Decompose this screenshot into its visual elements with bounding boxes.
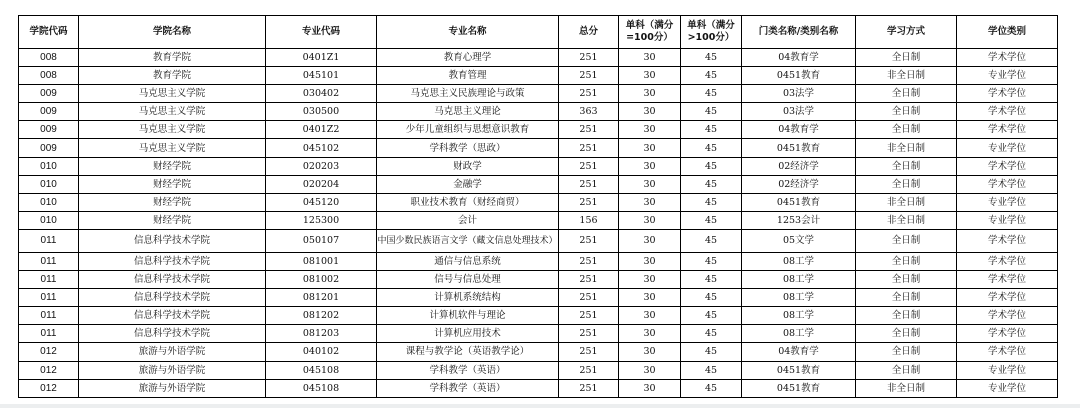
- table-cell: 0451教育: [742, 67, 856, 85]
- table-cell: 少年儿童组织与思想意识教育: [377, 121, 559, 139]
- table-cell: 011: [19, 252, 79, 270]
- column-header: 学院名称: [79, 16, 266, 49]
- table-cell: 全日制: [856, 361, 957, 379]
- table-cell: 081002: [266, 271, 377, 289]
- table-cell: 251: [559, 379, 619, 397]
- table-cell: 251: [559, 325, 619, 343]
- table-row: [19, 325, 1058, 343]
- table-cell: 251: [559, 121, 619, 139]
- table-cell: 学术学位: [957, 85, 1058, 103]
- table-cell: 45: [681, 49, 742, 67]
- table-row: [19, 139, 1058, 157]
- column-header: 总分: [559, 16, 619, 49]
- column-header: 门类名称/类别名称: [742, 16, 856, 49]
- table-body: [19, 49, 1058, 398]
- table-cell: 081201: [266, 289, 377, 307]
- table-cell: 156: [559, 211, 619, 229]
- table-cell: 045102: [266, 139, 377, 157]
- table-cell: 45: [681, 307, 742, 325]
- table-cell: 045120: [266, 193, 377, 211]
- table-cell: 0401Z1: [266, 49, 377, 67]
- table-cell: 全日制: [856, 49, 957, 67]
- table-cell: 金融学: [377, 175, 559, 193]
- table-cell: 251: [559, 157, 619, 175]
- table-cell: 04教育学: [742, 49, 856, 67]
- table-cell: 020203: [266, 157, 377, 175]
- table-cell: 计算机应用技术: [377, 325, 559, 343]
- table-cell: 08工学: [742, 307, 856, 325]
- table-cell: 081001: [266, 252, 377, 270]
- table-cell: 012: [19, 379, 79, 397]
- table-cell: 05文学: [742, 229, 856, 252]
- table-cell: 信息科学技术学院: [79, 229, 266, 252]
- table-cell: 非全日制: [856, 211, 957, 229]
- table-cell: 学术学位: [957, 157, 1058, 175]
- table-cell: 全日制: [856, 175, 957, 193]
- table-cell: 04教育学: [742, 343, 856, 361]
- table-cell: 30: [619, 193, 681, 211]
- table-cell: 30: [619, 252, 681, 270]
- table-cell: 009: [19, 121, 79, 139]
- table-cell: 125300: [266, 211, 377, 229]
- table-cell: 010: [19, 193, 79, 211]
- table-cell: 教育心理学: [377, 49, 559, 67]
- table-cell: 财政学: [377, 157, 559, 175]
- table-cell: 363: [559, 103, 619, 121]
- table-cell: 学术学位: [957, 252, 1058, 270]
- table-cell: 30: [619, 289, 681, 307]
- table-cell: 30: [619, 379, 681, 397]
- table-row: [19, 121, 1058, 139]
- column-header: 学位类别: [957, 16, 1058, 49]
- table-cell: 全日制: [856, 252, 957, 270]
- column-header: 单科（满分>100分）: [681, 16, 742, 49]
- table-row: [19, 85, 1058, 103]
- table-cell: 30: [619, 103, 681, 121]
- table-cell: 中国少数民族语言文学（藏文信息处理技术）: [377, 229, 559, 252]
- table-row: [19, 379, 1058, 397]
- table-cell: 教育学院: [79, 67, 266, 85]
- table-cell: 旅游与外语学院: [79, 361, 266, 379]
- table-cell: 0451教育: [742, 139, 856, 157]
- table-cell: 011: [19, 325, 79, 343]
- table-cell: 011: [19, 289, 79, 307]
- table-cell: 030500: [266, 103, 377, 121]
- table-cell: 030402: [266, 85, 377, 103]
- table-cell: 081203: [266, 325, 377, 343]
- table-cell: 45: [681, 343, 742, 361]
- table-cell: 251: [559, 67, 619, 85]
- table-cell: 008: [19, 67, 79, 85]
- table-cell: 30: [619, 121, 681, 139]
- table-cell: 马克思主义学院: [79, 121, 266, 139]
- table-cell: 45: [681, 361, 742, 379]
- table-cell: 012: [19, 361, 79, 379]
- table-cell: 学术学位: [957, 325, 1058, 343]
- table-cell: 信息科学技术学院: [79, 325, 266, 343]
- table-cell: 050107: [266, 229, 377, 252]
- table-cell: 全日制: [856, 271, 957, 289]
- score-table-container: [18, 15, 1058, 398]
- table-cell: 旅游与外语学院: [79, 343, 266, 361]
- table-cell: 08工学: [742, 252, 856, 270]
- table-cell: 学术学位: [957, 229, 1058, 252]
- table-cell: 30: [619, 211, 681, 229]
- table-cell: 45: [681, 67, 742, 85]
- table-cell: 008: [19, 49, 79, 67]
- table-cell: 信息科学技术学院: [79, 271, 266, 289]
- table-cell: 30: [619, 229, 681, 252]
- table-cell: 251: [559, 289, 619, 307]
- table-cell: 教育学院: [79, 49, 266, 67]
- table-cell: 全日制: [856, 325, 957, 343]
- table-cell: 学术学位: [957, 343, 1058, 361]
- table-row: [19, 157, 1058, 175]
- table-cell: 45: [681, 271, 742, 289]
- table-cell: 251: [559, 252, 619, 270]
- column-header: 专业名称: [377, 16, 559, 49]
- table-row: [19, 361, 1058, 379]
- table-cell: 全日制: [856, 307, 957, 325]
- table-cell: 045108: [266, 379, 377, 397]
- table-cell: 03法学: [742, 103, 856, 121]
- table-cell: 0451教育: [742, 193, 856, 211]
- table-row: [19, 252, 1058, 270]
- column-header: 专业代码: [266, 16, 377, 49]
- table-cell: 课程与教学论（英语教学论）: [377, 343, 559, 361]
- column-header: 单科（满分=100分）: [619, 16, 681, 49]
- table-cell: 08工学: [742, 289, 856, 307]
- table-row: [19, 193, 1058, 211]
- table-row: [19, 343, 1058, 361]
- table-cell: 财经学院: [79, 157, 266, 175]
- table-cell: 通信与信息系统: [377, 252, 559, 270]
- table-cell: 45: [681, 121, 742, 139]
- table-cell: 45: [681, 139, 742, 157]
- table-cell: 08工学: [742, 325, 856, 343]
- table-cell: 学术学位: [957, 175, 1058, 193]
- table-cell: 全日制: [856, 289, 957, 307]
- table-cell: 学科教学（英语）: [377, 379, 559, 397]
- table-cell: 009: [19, 85, 79, 103]
- table-cell: 251: [559, 343, 619, 361]
- table-row: [19, 271, 1058, 289]
- table-cell: 专业学位: [957, 193, 1058, 211]
- table-cell: 045101: [266, 67, 377, 85]
- table-cell: 045108: [266, 361, 377, 379]
- table-cell: 马克思主义学院: [79, 139, 266, 157]
- table-cell: 251: [559, 175, 619, 193]
- column-header: 学院代码: [19, 16, 79, 49]
- table-cell: 全日制: [856, 85, 957, 103]
- table-cell: 009: [19, 103, 79, 121]
- table-cell: 45: [681, 85, 742, 103]
- table-cell: 马克思主义学院: [79, 103, 266, 121]
- table-cell: 学术学位: [957, 289, 1058, 307]
- table-cell: 财经学院: [79, 211, 266, 229]
- table-cell: 020204: [266, 175, 377, 193]
- table-cell: 全日制: [856, 121, 957, 139]
- table-cell: 计算机系统结构: [377, 289, 559, 307]
- table-cell: 0451教育: [742, 361, 856, 379]
- table-cell: 010: [19, 157, 79, 175]
- table-cell: 学术学位: [957, 103, 1058, 121]
- table-cell: 马克思主义理论: [377, 103, 559, 121]
- table-cell: 30: [619, 325, 681, 343]
- score-table: [18, 15, 1058, 398]
- table-cell: 学术学位: [957, 121, 1058, 139]
- table-cell: 02经济学: [742, 157, 856, 175]
- table-cell: 信号与信息处理: [377, 271, 559, 289]
- table-cell: 45: [681, 229, 742, 252]
- table-cell: 学术学位: [957, 49, 1058, 67]
- table-cell: 全日制: [856, 343, 957, 361]
- table-cell: 251: [559, 271, 619, 289]
- table-cell: 30: [619, 139, 681, 157]
- table-cell: 学术学位: [957, 307, 1058, 325]
- table-cell: 45: [681, 193, 742, 211]
- table-cell: 04教育学: [742, 121, 856, 139]
- table-cell: 45: [681, 252, 742, 270]
- table-cell: 0451教育: [742, 379, 856, 397]
- table-cell: 251: [559, 49, 619, 67]
- table-cell: 学科教学（英语）: [377, 361, 559, 379]
- table-cell: 全日制: [856, 229, 957, 252]
- table-cell: 010: [19, 175, 79, 193]
- table-cell: 马克思主义民族理论与政策: [377, 85, 559, 103]
- table-cell: 专业学位: [957, 211, 1058, 229]
- table-cell: 1253会计: [742, 211, 856, 229]
- table-cell: 计算机软件与理论: [377, 307, 559, 325]
- table-cell: 财经学院: [79, 175, 266, 193]
- table-cell: 011: [19, 307, 79, 325]
- table-cell: 财经学院: [79, 193, 266, 211]
- header-row: [19, 16, 1058, 49]
- bottom-divider: [0, 404, 1080, 408]
- table-cell: 251: [559, 229, 619, 252]
- table-cell: 教育管理: [377, 67, 559, 85]
- table-cell: 45: [681, 157, 742, 175]
- table-cell: 251: [559, 85, 619, 103]
- table-cell: 45: [681, 379, 742, 397]
- table-cell: 0401Z2: [266, 121, 377, 139]
- table-cell: 信息科学技术学院: [79, 252, 266, 270]
- table-cell: 会计: [377, 211, 559, 229]
- table-row: [19, 307, 1058, 325]
- table-row: [19, 211, 1058, 229]
- table-cell: 08工学: [742, 271, 856, 289]
- table-cell: 30: [619, 307, 681, 325]
- table-row: [19, 175, 1058, 193]
- column-header: 学习方式: [856, 16, 957, 49]
- table-row: [19, 49, 1058, 67]
- table-cell: 011: [19, 271, 79, 289]
- table-cell: 30: [619, 175, 681, 193]
- table-cell: 非全日制: [856, 379, 957, 397]
- table-cell: 专业学位: [957, 361, 1058, 379]
- table-cell: 30: [619, 49, 681, 67]
- table-row: [19, 289, 1058, 307]
- table-cell: 45: [681, 211, 742, 229]
- table-cell: 30: [619, 361, 681, 379]
- table-cell: 旅游与外语学院: [79, 379, 266, 397]
- table-cell: 081202: [266, 307, 377, 325]
- table-cell: 45: [681, 103, 742, 121]
- table-cell: 信息科学技术学院: [79, 289, 266, 307]
- table-cell: 011: [19, 229, 79, 252]
- table-cell: 251: [559, 307, 619, 325]
- table-cell: 30: [619, 157, 681, 175]
- table-cell: 45: [681, 289, 742, 307]
- table-cell: 专业学位: [957, 67, 1058, 85]
- table-cell: 010: [19, 211, 79, 229]
- table-cell: 30: [619, 343, 681, 361]
- table-cell: 全日制: [856, 157, 957, 175]
- table-cell: 03法学: [742, 85, 856, 103]
- table-cell: 非全日制: [856, 139, 957, 157]
- table-cell: 251: [559, 361, 619, 379]
- table-cell: 040102: [266, 343, 377, 361]
- table-cell: 30: [619, 67, 681, 85]
- table-cell: 马克思主义学院: [79, 85, 266, 103]
- table-cell: 012: [19, 343, 79, 361]
- table-cell: 009: [19, 139, 79, 157]
- table-cell: 45: [681, 175, 742, 193]
- table-cell: 45: [681, 325, 742, 343]
- table-cell: 251: [559, 139, 619, 157]
- table-cell: 专业学位: [957, 139, 1058, 157]
- table-cell: 02经济学: [742, 175, 856, 193]
- table-cell: 非全日制: [856, 67, 957, 85]
- table-cell: 学科教学（思政）: [377, 139, 559, 157]
- table-cell: 30: [619, 271, 681, 289]
- table-row: [19, 229, 1058, 252]
- table-cell: 非全日制: [856, 193, 957, 211]
- table-row: [19, 103, 1058, 121]
- table-cell: 全日制: [856, 103, 957, 121]
- table-cell: 信息科学技术学院: [79, 307, 266, 325]
- table-cell: 30: [619, 85, 681, 103]
- table-cell: 学术学位: [957, 271, 1058, 289]
- table-row: [19, 67, 1058, 85]
- table-cell: 251: [559, 193, 619, 211]
- table-cell: 专业学位: [957, 379, 1058, 397]
- table-cell: 职业技术教育（财经商贸）: [377, 193, 559, 211]
